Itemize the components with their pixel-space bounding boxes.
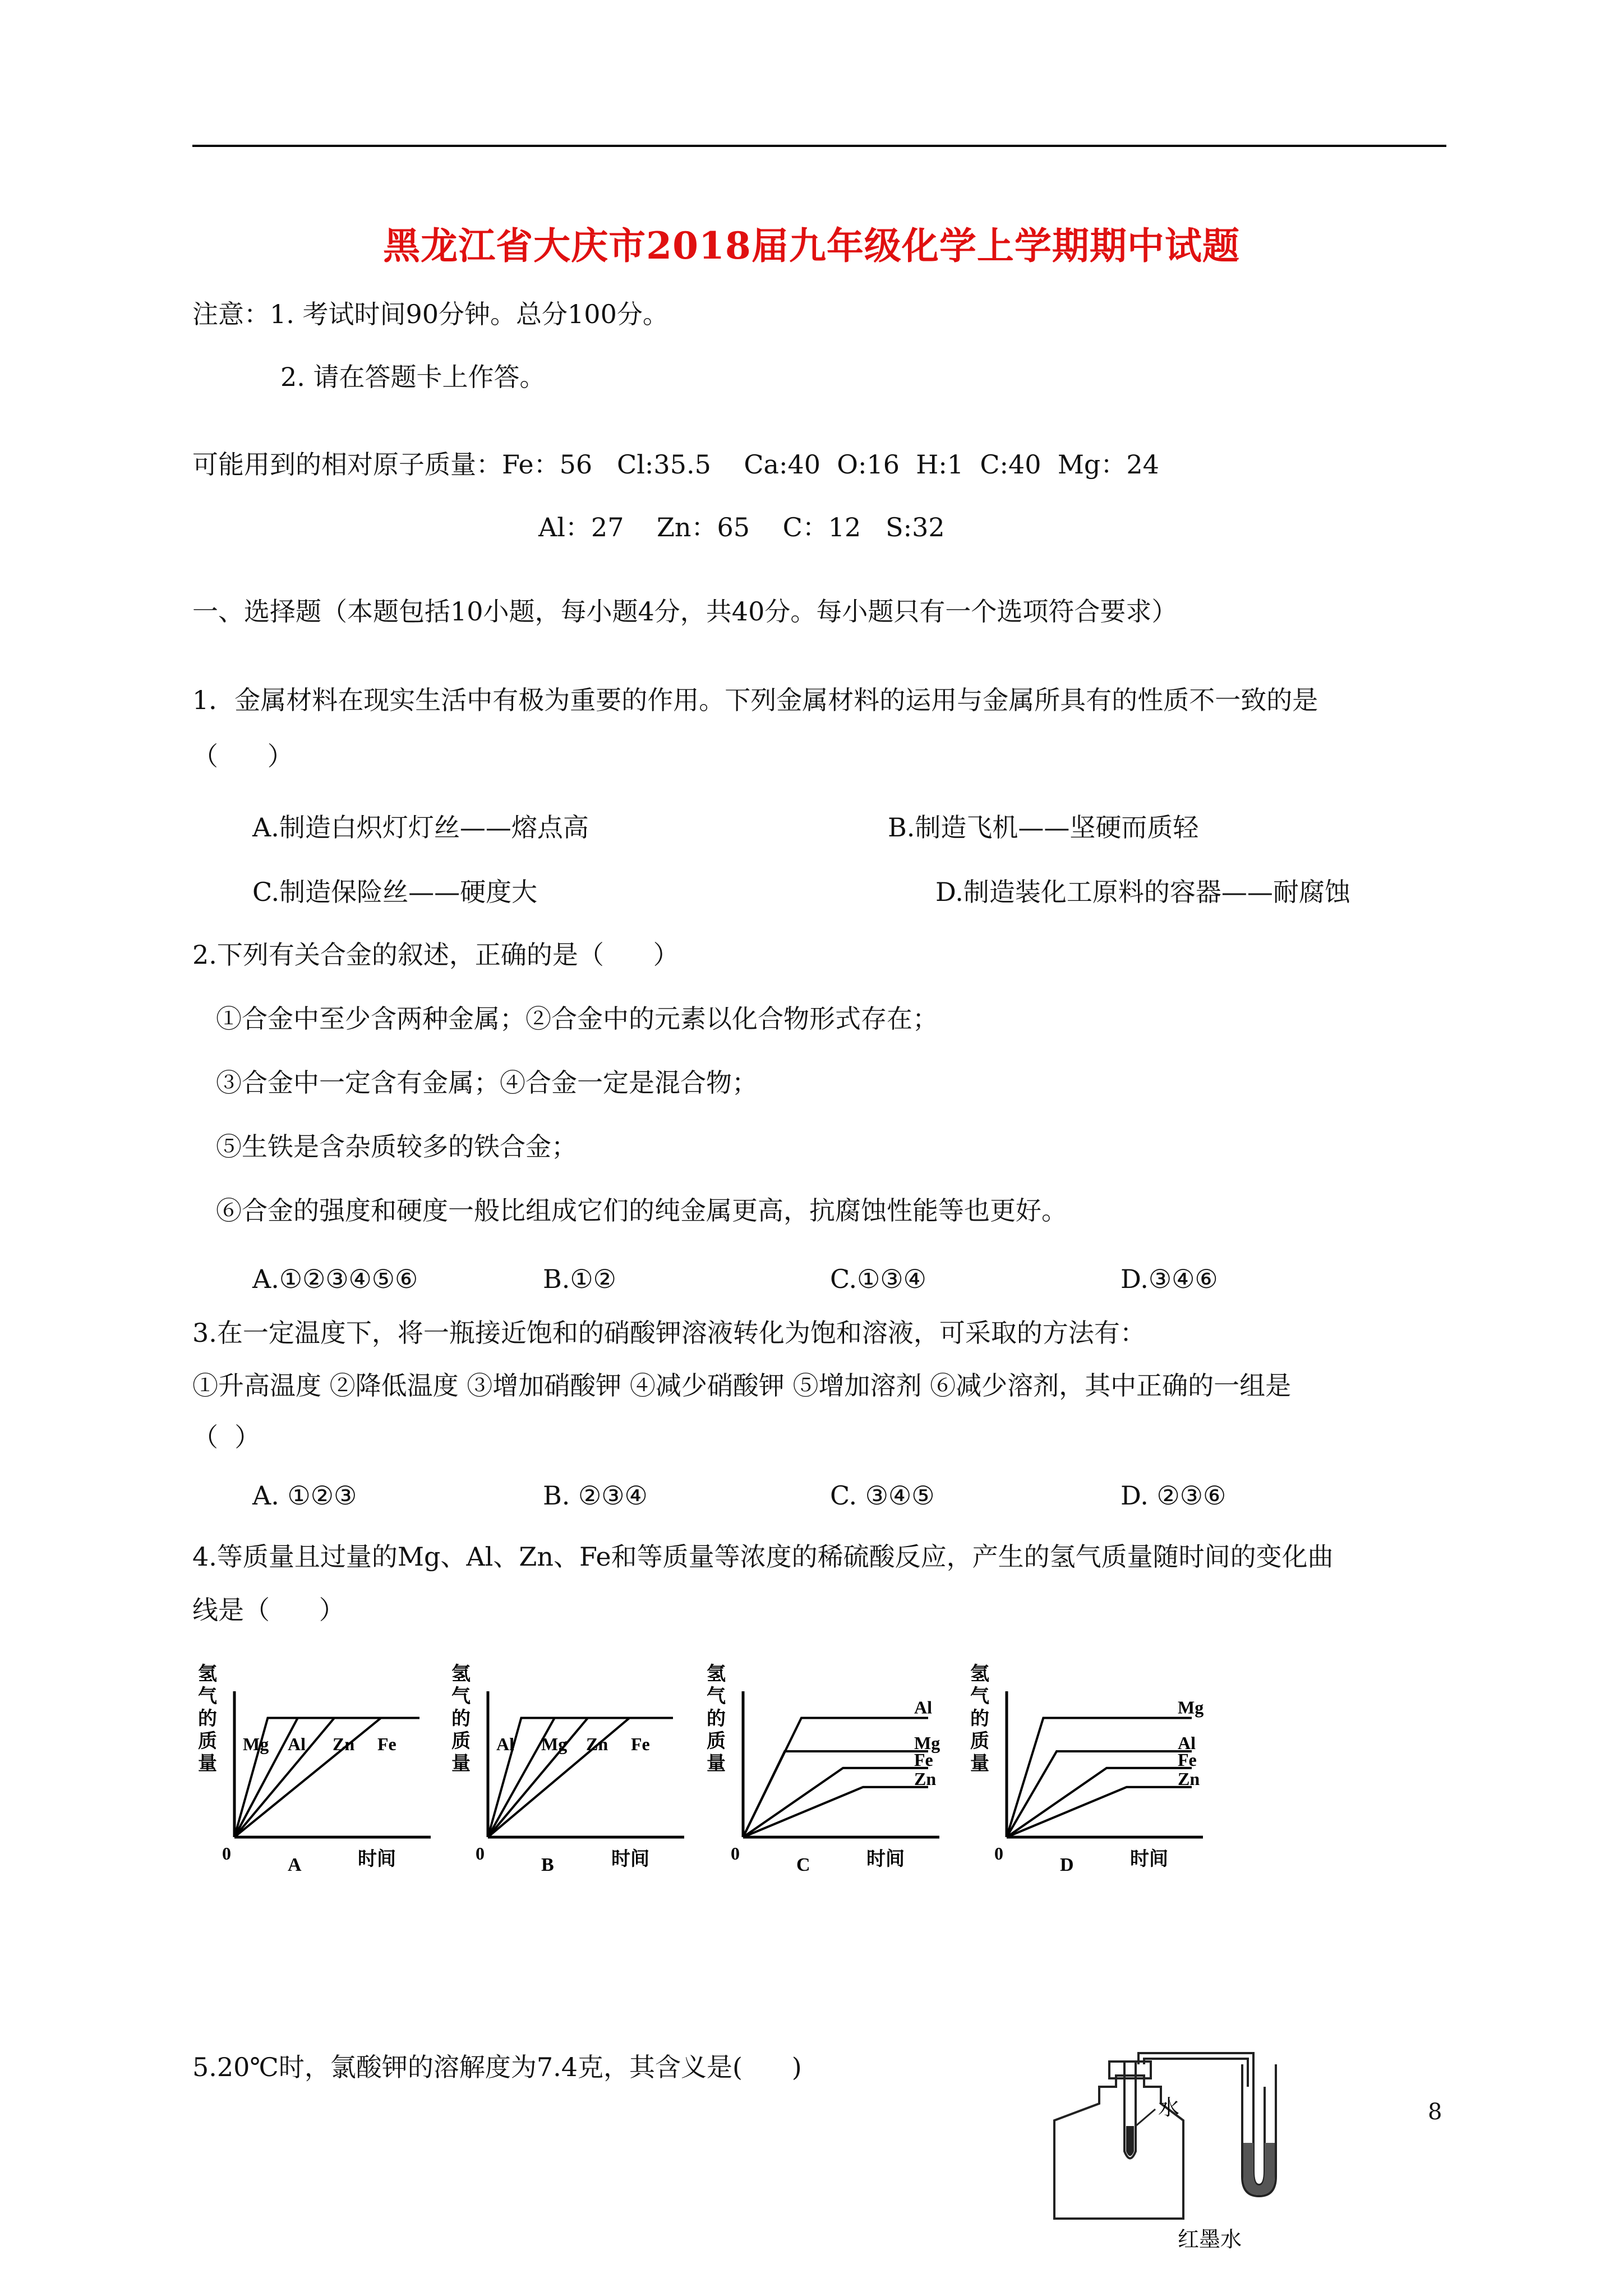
q2-statement-3: ⑤生铁是含杂质较多的铁合金；: [216, 1131, 577, 1162]
q3-option-d: D. ②③⑥: [1121, 1480, 1227, 1511]
q2-option-d: D.③④⑥: [1121, 1264, 1218, 1294]
q1-option-d: D.制造装化工原料的容器——耐腐蚀: [935, 877, 1350, 907]
series-line-al: [1007, 1751, 1192, 1837]
q3-option-b: B. ②③④: [543, 1480, 648, 1511]
origin-label: 0: [476, 1843, 485, 1864]
q1-option-a: A.制造白炽灯灯丝——熔点高: [252, 812, 589, 843]
y-axis-label-char: 量: [451, 1752, 471, 1775]
q3-stem: 3.在一定温度下，将一瓶接近饱和的硝酸钾溶液转化为饱和溶液，可采取的方法有：: [192, 1318, 1146, 1348]
q1-paren: （ ）: [192, 741, 293, 771]
water-in-tube: [1126, 2126, 1134, 2156]
series-line-fe: [1007, 1768, 1192, 1837]
origin-label: 0: [222, 1843, 231, 1864]
chart-panel-a: [192, 1658, 445, 1884]
notice-line-2: 2. 请在答题卡上作答。: [280, 362, 546, 392]
q2-statement-2: ③合金中一定含有金属；④合金一定是混合物；: [216, 1068, 758, 1098]
y-axis-label-char: 质: [451, 1730, 471, 1752]
atomic-masses-line-2: Al：27 Zn：65 C：12 S:32: [538, 512, 945, 542]
section-header: 一、选择题（本题包括10小题，每小题4分，共40分。每小题只有一个选项符合要求）: [192, 596, 1178, 627]
q3-option-c: C. ③④⑤: [830, 1480, 935, 1511]
q2-statement-1: ①合金中至少含两种金属；②合金中的元素以化合物形式存在；: [216, 1004, 938, 1034]
red-ink-label: 红墨水: [1178, 2228, 1242, 2252]
y-axis-label-char: 氢: [451, 1663, 471, 1685]
y-axis-label-char: 的: [707, 1708, 726, 1730]
y-axis-label-char: 的: [198, 1708, 217, 1730]
y-axis-label-char: 气: [707, 1685, 726, 1708]
chart-a-svg: [192, 1658, 445, 1882]
apparatus-diagram: [1043, 2031, 1290, 2257]
y-axis-label-char: 质: [970, 1730, 989, 1752]
q3-paren: （ ）: [192, 1422, 261, 1452]
q2-option-c: C.①③④: [830, 1264, 926, 1294]
apparatus-svg: [1043, 2031, 1290, 2255]
series-label-al: Al: [496, 1734, 514, 1754]
panel-letter: B: [541, 1855, 554, 1875]
series-label-zn: Zn: [1178, 1768, 1200, 1789]
page-number: 8: [1428, 2099, 1442, 2125]
series-label-mg: Mg: [914, 1733, 940, 1753]
series-label-mg: Mg: [243, 1734, 269, 1754]
q2-option-a: A.①②③④⑤⑥: [252, 1264, 418, 1294]
y-axis-label-char: 质: [198, 1730, 217, 1752]
q1-option-b: B.制造飞机——坚硬而质轻: [888, 812, 1199, 843]
red-ink: [1243, 2143, 1275, 2195]
q4-stem-line-2: 线是（ ）: [192, 1595, 345, 1625]
q2-statement-4: ⑥合金的强度和硬度一般比组成它们的纯金属更高，抗腐蚀性能等也更好。: [216, 1195, 1067, 1226]
y-axis-label-char: 量: [198, 1752, 217, 1775]
q3-option-a: A. ①②③: [252, 1480, 357, 1511]
origin-label: 0: [994, 1843, 1003, 1864]
y-axis-label-char: 量: [707, 1752, 726, 1775]
q3-methods: ①升高温度 ②降低温度 ③增加硝酸钾 ④减少硝酸钾 ⑤增加溶剂 ⑥减少溶剂，其中正确的一组是: [192, 1370, 1292, 1401]
series-label-al: Al: [1178, 1733, 1196, 1753]
page-title: 黑龙江省大庆市2018届九年级化学上学期期中试题: [383, 224, 1240, 268]
q1-stem: 1．金属材料在现实生活中有极为重要的作用。下列金属材料的运用与金属所具有的性质不一致的是: [192, 685, 1318, 715]
y-axis-label-char: 氢: [707, 1663, 726, 1685]
chart-c-svg: [701, 1658, 953, 1882]
chart-d-svg: [965, 1658, 1217, 1882]
series-label-zn: Zn: [586, 1734, 608, 1754]
y-axis-label-char: 气: [198, 1685, 217, 1708]
y-axis-label-char: 气: [970, 1685, 989, 1708]
series-line-mg: [743, 1751, 928, 1837]
atomic-masses-line-1: 可能用到的相对原子质量：Fe：56 Cl:35.5 Ca:40 O:16 H:1 C:40 Mg：24: [192, 449, 1159, 480]
x-axis-label: 时间: [866, 1848, 905, 1870]
q5-stem: 5.20℃时，氯酸钾的溶解度为7.4克，其含义是( ): [192, 2052, 802, 2082]
y-axis-label-char: 的: [970, 1708, 989, 1730]
y-axis-label-char: 的: [451, 1708, 471, 1730]
series-line-zn: [1007, 1787, 1192, 1837]
water-label: 水: [1158, 2096, 1180, 2120]
q1-option-c: C.制造保险丝——硬度大: [252, 877, 538, 907]
series-label-fe: Fe: [631, 1734, 650, 1754]
x-axis-label: 时间: [1130, 1848, 1168, 1870]
chart-panel-d: [965, 1658, 1217, 1884]
series-label-al: Al: [914, 1697, 932, 1718]
q4-stem-line-1: 4.等质量且过量的Mg、Al、Zn、Fe和等质量等浓度的稀硫酸反应，产生的氢气质量随时间的变化曲: [192, 1542, 1334, 1572]
series-label-fe: Fe: [914, 1749, 933, 1770]
y-axis-label-char: 质: [707, 1730, 726, 1752]
y-axis-label-char: 气: [451, 1685, 471, 1708]
x-axis-label: 时间: [358, 1848, 396, 1870]
chart-panel-b: [446, 1658, 698, 1884]
series-label-fe: Fe: [1178, 1749, 1197, 1770]
q2-stem: 2.下列有关合金的叙述，正确的是（ ）: [192, 940, 679, 970]
series-label-al: Al: [288, 1734, 306, 1754]
series-label-mg: Mg: [1178, 1697, 1204, 1718]
series-label-zn: Zn: [333, 1734, 355, 1754]
panel-letter: D: [1060, 1855, 1074, 1875]
series-label-fe: Fe: [377, 1734, 396, 1754]
q2-option-b: B.①②: [543, 1264, 616, 1294]
series-label-zn: Zn: [914, 1768, 937, 1789]
notice-line-1: 注意：1. 考试时间90分钟。总分100分。: [192, 299, 668, 329]
y-axis-label-char: 氢: [198, 1663, 217, 1685]
chart-b-svg: [446, 1658, 698, 1882]
series-label-mg: Mg: [541, 1734, 568, 1754]
series-line-zn: [743, 1787, 928, 1837]
x-axis-label: 时间: [611, 1848, 649, 1870]
origin-label: 0: [731, 1843, 740, 1864]
header-rule: [192, 145, 1446, 147]
y-axis-label-char: 氢: [970, 1663, 989, 1685]
chart-panel-c: [701, 1658, 953, 1884]
panel-letter: C: [796, 1855, 810, 1875]
panel-letter: A: [288, 1855, 302, 1875]
y-axis-label-char: 量: [970, 1752, 989, 1775]
